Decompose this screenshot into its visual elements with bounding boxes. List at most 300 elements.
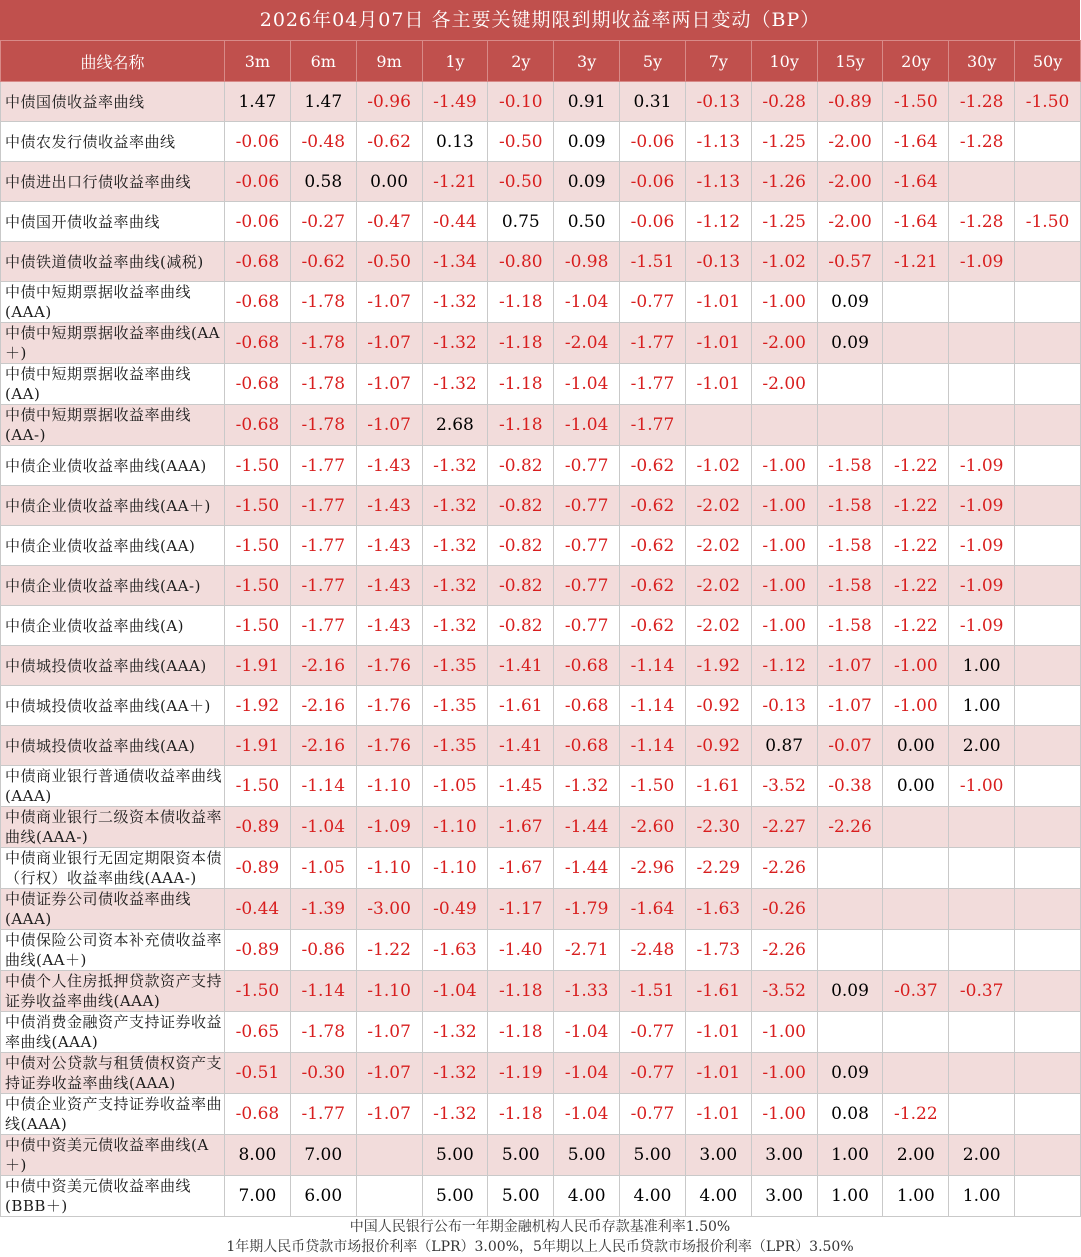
curve-name-cell: 中债企业资产支持证券收益率曲线(AAA) <box>1 1094 225 1135</box>
value-cell-30y: 2.00 <box>949 726 1015 766</box>
value-cell-5y: -0.06 <box>620 122 686 162</box>
value-cell-5y: -2.96 <box>620 848 686 889</box>
value-cell-3y: 0.09 <box>554 162 620 202</box>
value-cell-7y: -1.01 <box>685 1012 751 1053</box>
value-cell-20y <box>883 889 949 930</box>
value-cell-30y <box>949 1012 1015 1053</box>
value-cell-20y: 2.00 <box>883 1135 949 1176</box>
value-cell-7y: -0.13 <box>685 82 751 122</box>
value-cell-9m: -1.07 <box>356 1012 422 1053</box>
value-cell-30y: -1.28 <box>949 122 1015 162</box>
value-cell-50y <box>1015 1053 1081 1094</box>
column-header-6m: 6m <box>290 41 356 82</box>
table-row <box>1 405 1081 446</box>
value-cell-3y: 0.91 <box>554 82 620 122</box>
value-cell-30y <box>949 889 1015 930</box>
value-cell-5y: -1.14 <box>620 686 686 726</box>
value-cell-50y <box>1015 242 1081 282</box>
value-cell-7y: 4.00 <box>685 1176 751 1217</box>
value-cell-10y: -0.28 <box>751 82 817 122</box>
curve-name-cell: 中债保险公司资本补充债收益率曲线(AA＋) <box>1 930 225 971</box>
value-cell-7y: -2.29 <box>685 848 751 889</box>
value-cell-15y: -1.58 <box>817 526 883 566</box>
value-cell-3m: -1.50 <box>225 566 291 606</box>
value-cell-3m: -0.68 <box>225 1094 291 1135</box>
value-cell-30y: 1.00 <box>949 646 1015 686</box>
value-cell-6m: -1.05 <box>290 848 356 889</box>
value-cell-1y: 2.68 <box>422 405 488 446</box>
value-cell-7y: -0.92 <box>685 726 751 766</box>
value-cell-9m: -1.43 <box>356 526 422 566</box>
value-cell-15y: -1.58 <box>817 486 883 526</box>
value-cell-30y: -1.28 <box>949 202 1015 242</box>
value-cell-1y: -1.04 <box>422 971 488 1012</box>
curve-name-cell: 中债中资美元债收益率曲线(BBB＋) <box>1 1176 225 1217</box>
value-cell-7y: -1.01 <box>685 364 751 405</box>
value-cell-9m: -1.09 <box>356 807 422 848</box>
value-cell-50y <box>1015 766 1081 807</box>
value-cell-9m: -1.07 <box>356 323 422 364</box>
value-cell-2y: -0.50 <box>488 122 554 162</box>
footer-note-deposit-rate: 中国人民银行公布一年期金融机构人民币存款基准利率1.50% <box>349 1219 731 1235</box>
value-cell-20y: -1.64 <box>883 202 949 242</box>
value-cell-9m: -1.43 <box>356 446 422 486</box>
value-cell-1y: -1.32 <box>422 282 488 323</box>
value-cell-9m: -1.22 <box>356 930 422 971</box>
curve-name-cell: 中债商业银行普通债收益率曲线(AAA) <box>1 766 225 807</box>
value-cell-2y: -0.50 <box>488 162 554 202</box>
value-cell-5y: -1.51 <box>620 971 686 1012</box>
value-cell-30y <box>949 405 1015 446</box>
value-cell-7y: -0.13 <box>685 242 751 282</box>
value-cell-5y: 0.31 <box>620 82 686 122</box>
value-cell-3m: -1.92 <box>225 686 291 726</box>
value-cell-9m: -1.43 <box>356 606 422 646</box>
value-cell-1y: -1.05 <box>422 766 488 807</box>
value-cell-50y <box>1015 606 1081 646</box>
value-cell-30y <box>949 1053 1015 1094</box>
value-cell-50y <box>1015 889 1081 930</box>
value-cell-6m: -2.16 <box>290 726 356 766</box>
value-cell-3y: -1.44 <box>554 807 620 848</box>
table-row <box>1 364 1081 405</box>
value-cell-15y: -0.57 <box>817 242 883 282</box>
value-cell-30y: -1.09 <box>949 526 1015 566</box>
value-cell-3m: -0.68 <box>225 364 291 405</box>
table-row <box>1 82 1081 122</box>
value-cell-2y: -1.18 <box>488 405 554 446</box>
value-cell-7y <box>685 405 751 446</box>
table-row <box>1 486 1081 526</box>
value-cell-7y: -2.02 <box>685 486 751 526</box>
value-cell-50y <box>1015 971 1081 1012</box>
value-cell-1y: -1.32 <box>422 486 488 526</box>
value-cell-10y: 3.00 <box>751 1176 817 1217</box>
value-cell-7y: -2.30 <box>685 807 751 848</box>
value-cell-6m: -1.77 <box>290 526 356 566</box>
value-cell-3y: -0.68 <box>554 726 620 766</box>
value-cell-1y: -0.49 <box>422 889 488 930</box>
value-cell-6m: -1.77 <box>290 1094 356 1135</box>
value-cell-15y <box>817 1012 883 1053</box>
value-cell-9m: -1.07 <box>356 405 422 446</box>
value-cell-30y <box>949 364 1015 405</box>
value-cell-7y: -1.92 <box>685 646 751 686</box>
table-row <box>1 122 1081 162</box>
value-cell-9m: -0.50 <box>356 242 422 282</box>
value-cell-7y: -1.01 <box>685 323 751 364</box>
curve-name-cell: 中债企业债收益率曲线(AAA) <box>1 446 225 486</box>
value-cell-15y: 0.09 <box>817 323 883 364</box>
value-cell-15y: 0.09 <box>817 971 883 1012</box>
table-row <box>1 807 1081 848</box>
value-cell-2y: -0.10 <box>488 82 554 122</box>
value-cell-15y: 0.08 <box>817 1094 883 1135</box>
value-cell-3m: -0.89 <box>225 930 291 971</box>
value-cell-50y <box>1015 807 1081 848</box>
value-cell-15y: -0.07 <box>817 726 883 766</box>
value-cell-2y: -0.82 <box>488 446 554 486</box>
value-cell-2y: -1.67 <box>488 807 554 848</box>
table-row <box>1 1012 1081 1053</box>
value-cell-2y: 5.00 <box>488 1135 554 1176</box>
footer-notes <box>0 1217 1080 1257</box>
value-cell-7y: -1.61 <box>685 971 751 1012</box>
value-cell-15y: 1.00 <box>817 1135 883 1176</box>
value-cell-6m: -2.16 <box>290 686 356 726</box>
table-row <box>1 971 1081 1012</box>
value-cell-2y: -1.18 <box>488 323 554 364</box>
value-cell-20y: -1.21 <box>883 242 949 282</box>
value-cell-9m: -1.43 <box>356 486 422 526</box>
value-cell-3m: 1.47 <box>225 82 291 122</box>
value-cell-5y: -0.62 <box>620 526 686 566</box>
value-cell-30y <box>949 807 1015 848</box>
value-cell-9m: -1.10 <box>356 766 422 807</box>
value-cell-15y <box>817 889 883 930</box>
column-header-10y: 10y <box>751 41 817 82</box>
value-cell-2y: -1.18 <box>488 971 554 1012</box>
value-cell-5y: -0.62 <box>620 486 686 526</box>
value-cell-3y: -0.68 <box>554 646 620 686</box>
value-cell-50y <box>1015 930 1081 971</box>
value-cell-10y: -2.00 <box>751 364 817 405</box>
value-cell-20y: -1.00 <box>883 686 949 726</box>
value-cell-7y: -1.02 <box>685 446 751 486</box>
value-cell-30y: -1.28 <box>949 82 1015 122</box>
curve-name-cell: 中债对公贷款与租赁债权资产支持证券收益率曲线(AAA) <box>1 1053 225 1094</box>
table-row <box>1 242 1081 282</box>
value-cell-2y: -1.18 <box>488 282 554 323</box>
value-cell-1y: -1.35 <box>422 646 488 686</box>
column-header-3m: 3m <box>225 41 291 82</box>
value-cell-20y <box>883 405 949 446</box>
value-cell-30y: -0.37 <box>949 971 1015 1012</box>
table-row <box>1 766 1081 807</box>
value-cell-50y: -1.50 <box>1015 82 1081 122</box>
value-cell-10y: -2.26 <box>751 848 817 889</box>
value-cell-3m: -0.44 <box>225 889 291 930</box>
value-cell-7y: -0.92 <box>685 686 751 726</box>
curve-name-cell: 中债商业银行二级资本债收益率曲线(AAA-) <box>1 807 225 848</box>
value-cell-50y <box>1015 686 1081 726</box>
value-cell-20y <box>883 282 949 323</box>
table-row <box>1 162 1081 202</box>
table-row <box>1 686 1081 726</box>
table-body <box>1 82 1081 1217</box>
value-cell-10y: -1.00 <box>751 1012 817 1053</box>
value-cell-10y: -3.52 <box>751 971 817 1012</box>
value-cell-15y <box>817 405 883 446</box>
value-cell-5y: -0.77 <box>620 1053 686 1094</box>
value-cell-30y: -1.09 <box>949 606 1015 646</box>
curve-name-cell: 中债消费金融资产支持证券收益率曲线(AAA) <box>1 1012 225 1053</box>
value-cell-6m: -1.77 <box>290 606 356 646</box>
value-cell-15y <box>817 848 883 889</box>
curve-name-cell: 中债城投债收益率曲线(AAA) <box>1 646 225 686</box>
value-cell-2y: 0.75 <box>488 202 554 242</box>
value-cell-20y: -1.22 <box>883 486 949 526</box>
value-cell-15y: -0.89 <box>817 82 883 122</box>
yield-change-table <box>0 40 1081 1217</box>
value-cell-20y: 0.00 <box>883 726 949 766</box>
value-cell-10y: -2.00 <box>751 323 817 364</box>
table-row <box>1 282 1081 323</box>
value-cell-5y: -1.50 <box>620 766 686 807</box>
value-cell-3m: -1.50 <box>225 606 291 646</box>
value-cell-3y: -0.77 <box>554 606 620 646</box>
value-cell-10y: -1.00 <box>751 1053 817 1094</box>
value-cell-3m: 7.00 <box>225 1176 291 1217</box>
value-cell-50y <box>1015 726 1081 766</box>
value-cell-30y <box>949 162 1015 202</box>
table-row <box>1 202 1081 242</box>
value-cell-5y: -1.77 <box>620 364 686 405</box>
value-cell-3m: -0.06 <box>225 162 291 202</box>
value-cell-6m: -0.48 <box>290 122 356 162</box>
value-cell-3y: -0.98 <box>554 242 620 282</box>
value-cell-1y: -1.32 <box>422 566 488 606</box>
value-cell-15y: -2.00 <box>817 162 883 202</box>
value-cell-6m: -2.16 <box>290 646 356 686</box>
value-cell-5y: -2.48 <box>620 930 686 971</box>
value-cell-6m: 7.00 <box>290 1135 356 1176</box>
curve-name-cell: 中债证券公司债收益率曲线(AAA) <box>1 889 225 930</box>
value-cell-10y: -1.00 <box>751 526 817 566</box>
value-cell-9m: -1.76 <box>356 686 422 726</box>
value-cell-3m: -0.51 <box>225 1053 291 1094</box>
value-cell-6m: -1.14 <box>290 971 356 1012</box>
value-cell-15y: -1.58 <box>817 606 883 646</box>
value-cell-20y <box>883 1053 949 1094</box>
value-cell-15y: -1.58 <box>817 566 883 606</box>
value-cell-20y: -1.22 <box>883 446 949 486</box>
value-cell-3m: -1.50 <box>225 766 291 807</box>
value-cell-20y: -1.22 <box>883 1094 949 1135</box>
value-cell-20y <box>883 1012 949 1053</box>
table-row <box>1 889 1081 930</box>
value-cell-6m: -1.77 <box>290 486 356 526</box>
value-cell-50y <box>1015 122 1081 162</box>
value-cell-7y: -2.02 <box>685 526 751 566</box>
value-cell-30y: 1.00 <box>949 1176 1015 1217</box>
value-cell-15y: 0.09 <box>817 1053 883 1094</box>
value-cell-15y: -2.00 <box>817 202 883 242</box>
value-cell-7y: -1.01 <box>685 282 751 323</box>
curve-name-cell: 中债中资美元债收益率曲线(A＋) <box>1 1135 225 1176</box>
value-cell-5y: -0.77 <box>620 1012 686 1053</box>
value-cell-3y: -1.04 <box>554 1053 620 1094</box>
value-cell-6m: -1.78 <box>290 1012 356 1053</box>
value-cell-1y: 5.00 <box>422 1176 488 1217</box>
value-cell-5y: -0.62 <box>620 566 686 606</box>
value-cell-10y: -1.00 <box>751 282 817 323</box>
value-cell-50y <box>1015 162 1081 202</box>
value-cell-5y: -1.77 <box>620 405 686 446</box>
header-row <box>1 41 1081 82</box>
value-cell-3y: -1.32 <box>554 766 620 807</box>
value-cell-10y: 3.00 <box>751 1135 817 1176</box>
value-cell-7y: -2.02 <box>685 566 751 606</box>
value-cell-3y: 4.00 <box>554 1176 620 1217</box>
table-row <box>1 930 1081 971</box>
value-cell-3y: -1.04 <box>554 282 620 323</box>
value-cell-1y: -1.32 <box>422 364 488 405</box>
value-cell-5y: 4.00 <box>620 1176 686 1217</box>
value-cell-6m: -0.86 <box>290 930 356 971</box>
value-cell-50y <box>1015 1176 1081 1217</box>
value-cell-9m: -1.76 <box>356 726 422 766</box>
curve-name-cell: 中债进出口行债收益率曲线 <box>1 162 225 202</box>
value-cell-3y: 0.50 <box>554 202 620 242</box>
value-cell-9m: -1.07 <box>356 1094 422 1135</box>
value-cell-6m: -1.77 <box>290 446 356 486</box>
value-cell-9m: -1.07 <box>356 282 422 323</box>
value-cell-3y: -1.04 <box>554 364 620 405</box>
value-cell-5y: -1.64 <box>620 889 686 930</box>
value-cell-10y: -2.27 <box>751 807 817 848</box>
value-cell-1y: -0.44 <box>422 202 488 242</box>
value-cell-20y: 1.00 <box>883 1176 949 1217</box>
value-cell-5y: -0.77 <box>620 1094 686 1135</box>
value-cell-6m: -1.04 <box>290 807 356 848</box>
value-cell-1y: -1.32 <box>422 1053 488 1094</box>
value-cell-20y: -1.64 <box>883 162 949 202</box>
value-cell-50y <box>1015 848 1081 889</box>
value-cell-3m: -1.50 <box>225 526 291 566</box>
value-cell-2y: -1.19 <box>488 1053 554 1094</box>
value-cell-2y: -1.45 <box>488 766 554 807</box>
column-header-2y: 2y <box>488 41 554 82</box>
value-cell-7y: -1.13 <box>685 162 751 202</box>
value-cell-3m: -0.68 <box>225 405 291 446</box>
value-cell-2y: 5.00 <box>488 1176 554 1217</box>
value-cell-10y: -1.00 <box>751 1094 817 1135</box>
value-cell-10y: -1.25 <box>751 202 817 242</box>
value-cell-2y: -1.18 <box>488 1012 554 1053</box>
value-cell-3m: 8.00 <box>225 1135 291 1176</box>
value-cell-3m: -0.65 <box>225 1012 291 1053</box>
value-cell-10y: -3.52 <box>751 766 817 807</box>
value-cell-50y <box>1015 1094 1081 1135</box>
value-cell-9m: -1.07 <box>356 364 422 405</box>
value-cell-50y <box>1015 646 1081 686</box>
value-cell-1y: -1.63 <box>422 930 488 971</box>
value-cell-3y: -1.44 <box>554 848 620 889</box>
value-cell-7y: -1.61 <box>685 766 751 807</box>
value-cell-50y <box>1015 1135 1081 1176</box>
curve-name-cell: 中债国债收益率曲线 <box>1 82 225 122</box>
table-row <box>1 446 1081 486</box>
value-cell-6m: 6.00 <box>290 1176 356 1217</box>
value-cell-9m: -1.10 <box>356 848 422 889</box>
value-cell-2y: -1.17 <box>488 889 554 930</box>
value-cell-5y: -1.51 <box>620 242 686 282</box>
value-cell-15y: -1.58 <box>817 446 883 486</box>
value-cell-3y: -1.04 <box>554 1012 620 1053</box>
value-cell-6m: -1.78 <box>290 405 356 446</box>
value-cell-20y <box>883 848 949 889</box>
value-cell-10y: -2.26 <box>751 930 817 971</box>
value-cell-2y: -1.61 <box>488 686 554 726</box>
value-cell-5y: -0.06 <box>620 162 686 202</box>
value-cell-50y <box>1015 566 1081 606</box>
column-header-30y: 30y <box>949 41 1015 82</box>
value-cell-30y: 2.00 <box>949 1135 1015 1176</box>
value-cell-20y <box>883 807 949 848</box>
value-cell-3m: -1.91 <box>225 726 291 766</box>
value-cell-30y <box>949 282 1015 323</box>
value-cell-2y: -0.82 <box>488 566 554 606</box>
value-cell-30y: 1.00 <box>949 686 1015 726</box>
value-cell-10y: -1.00 <box>751 486 817 526</box>
value-cell-6m: -0.62 <box>290 242 356 282</box>
value-cell-20y: -1.00 <box>883 646 949 686</box>
curve-name-cell: 中债中短期票据收益率曲线(AA-) <box>1 405 225 446</box>
table-row <box>1 646 1081 686</box>
value-cell-3y: -0.68 <box>554 686 620 726</box>
value-cell-1y: -1.32 <box>422 526 488 566</box>
value-cell-6m: -1.14 <box>290 766 356 807</box>
value-cell-20y <box>883 930 949 971</box>
page-title: 2026年04月07日 各主要关键期限到期收益率两日变动（BP） <box>0 0 1080 40</box>
value-cell-6m: -1.78 <box>290 282 356 323</box>
curve-name-cell: 中债个人住房抵押贷款资产支持证券收益率曲线(AAA) <box>1 971 225 1012</box>
value-cell-10y: -1.25 <box>751 122 817 162</box>
value-cell-3y: -1.04 <box>554 405 620 446</box>
table-row <box>1 1176 1081 1217</box>
column-header-50y: 50y <box>1015 41 1081 82</box>
value-cell-30y <box>949 848 1015 889</box>
value-cell-3m: -1.91 <box>225 646 291 686</box>
value-cell-3y: -2.04 <box>554 323 620 364</box>
value-cell-5y: -1.14 <box>620 726 686 766</box>
value-cell-2y: -1.40 <box>488 930 554 971</box>
column-header-3y: 3y <box>554 41 620 82</box>
value-cell-5y: -0.77 <box>620 282 686 323</box>
value-cell-3y: -0.77 <box>554 446 620 486</box>
value-cell-3m: -0.68 <box>225 323 291 364</box>
value-cell-15y: -2.26 <box>817 807 883 848</box>
column-header-curve-name: 曲线名称 <box>1 41 225 82</box>
value-cell-7y: 3.00 <box>685 1135 751 1176</box>
value-cell-2y: -1.18 <box>488 1094 554 1135</box>
value-cell-9m: -1.76 <box>356 646 422 686</box>
column-header-9m: 9m <box>356 41 422 82</box>
value-cell-20y: -0.37 <box>883 971 949 1012</box>
value-cell-3y: -0.77 <box>554 486 620 526</box>
value-cell-1y: -1.21 <box>422 162 488 202</box>
